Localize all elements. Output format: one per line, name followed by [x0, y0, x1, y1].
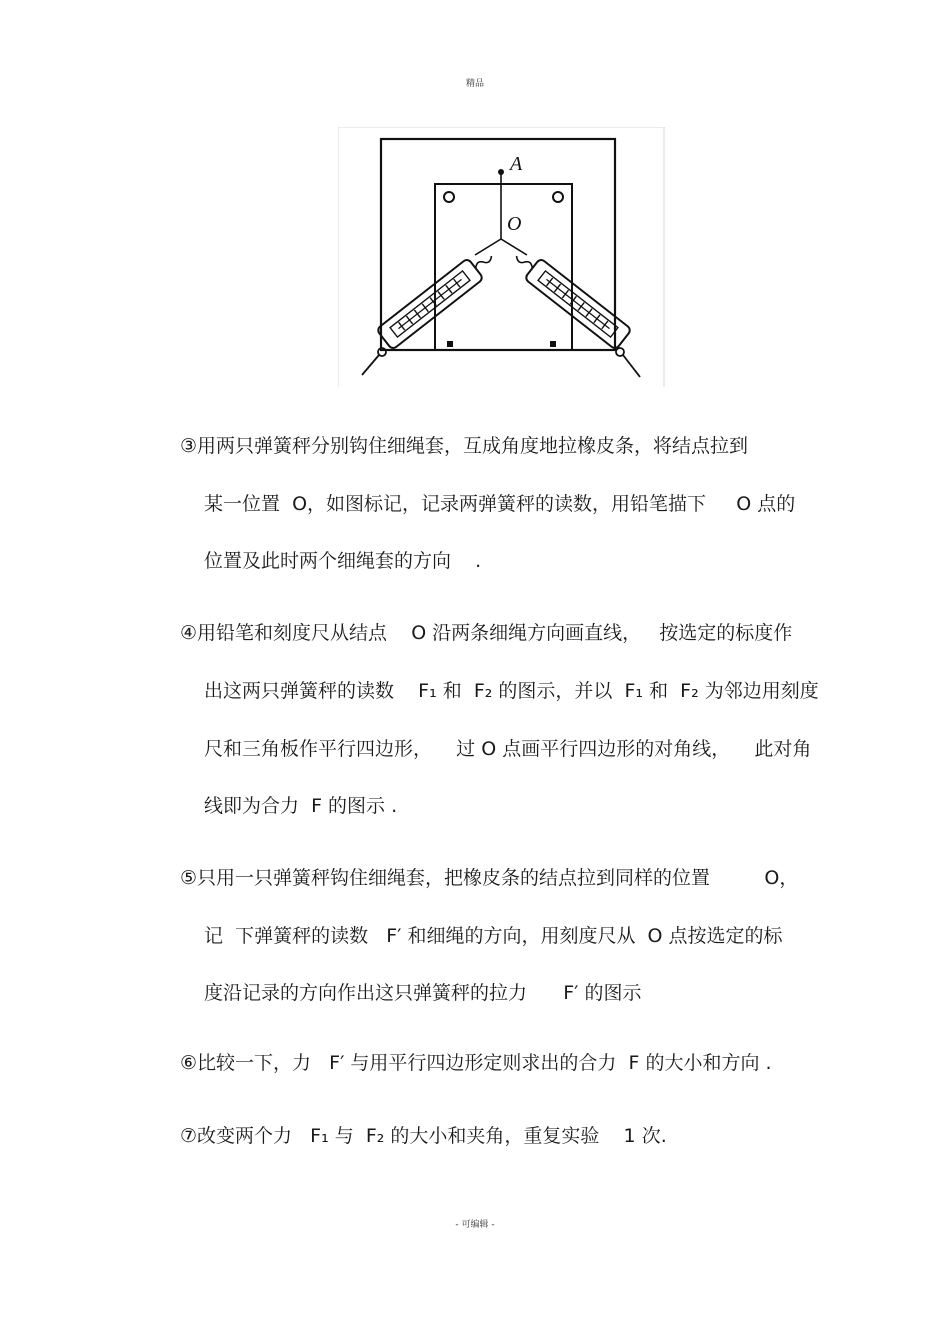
step-4-line-2: 出这两只弹簧秤的读数 F₁ 和 F₂ 的图示，并以 F₁ 和 F₂ 为邻边用刻度 — [204, 680, 819, 702]
step-4-line-3: 尺和三角板作平行四边形， 过 O 点画平行四边形的对角线， 此对角 — [204, 738, 812, 760]
step-5-line-2: 记 下弹簧秤的读数 F′ 和细绳的方向，用刻度尺从 O 点按选定的标 — [204, 925, 783, 947]
spring-balance-right — [509, 246, 632, 350]
step-3-line-1: ③用两只弹簧秤分别钩住细绳套，互成角度地拉橡皮条，将结点拉到 — [180, 435, 749, 457]
pin-hole-left — [444, 192, 454, 202]
step-5-line-1: ⑤只用一只弹簧秤钩住细绳套，把橡皮条的结点拉到同样的位置 O， — [180, 867, 799, 889]
page-header: 精品 — [465, 79, 484, 89]
spring-balance-left — [376, 246, 499, 350]
step-6-line-1: ⑥比较一下，力 F′ 与用平行四边形定则求出的合力 F 的大小和方向 . — [180, 1052, 772, 1074]
pin-hole-right — [553, 192, 563, 202]
clip-left — [447, 341, 453, 347]
spring-balance-diagram — [338, 127, 665, 387]
step-4-line-1: ④用铅笔和刻度尺从结点 O 沿两条细绳方向画直线， 按选定的标度作 — [180, 622, 793, 644]
ring-right — [616, 348, 624, 356]
label-a: A — [510, 153, 523, 175]
label-o: O — [507, 213, 522, 235]
clip-right — [550, 341, 556, 347]
step-3-line-2: 某一位置 O，如图标记，记录两弹簧秤的读数，用铅笔描下 O 点的 — [204, 493, 796, 515]
page-footer: - 可编辑 - — [455, 1220, 495, 1230]
step-3-line-3: 位置及此时两个细绳套的方向 . — [204, 550, 482, 572]
outer-board — [381, 139, 615, 350]
step-5-line-3: 度沿记录的方向作出这只弹簧秤的拉力 F′ 的图示 — [204, 982, 642, 1004]
step-4-line-4: 线即为合力 F 的图示 . — [204, 795, 398, 817]
step-7-line-1: ⑦改变两个力 F₁ 与 F₂ 的大小和夹角，重复实验 1 次. — [180, 1125, 667, 1147]
experiment-figure — [338, 127, 665, 387]
